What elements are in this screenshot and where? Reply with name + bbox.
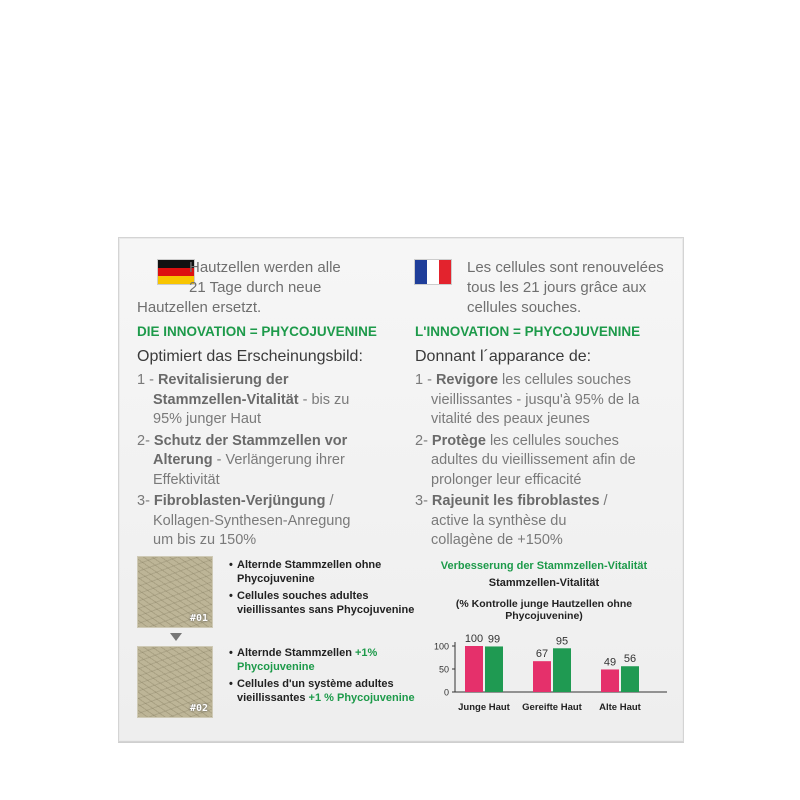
note-text: vieillissantes sans Phycojuvenine: [237, 604, 415, 616]
bar: [601, 669, 619, 692]
sample-notes: [229, 646, 415, 705]
french-intro-line: Les cellules sont renouvelées: [467, 259, 664, 276]
chart-subtitle: (% Kontrolle junge Hautzellen ohne Phycojuvenine): [455, 598, 633, 622]
item-text: Effektivität: [153, 471, 220, 488]
microscope-image: [137, 646, 213, 718]
german-intro: [137, 258, 377, 318]
french-flag-icon: [415, 260, 451, 284]
item-text: vieillissantes - jusqu'à 95% de la: [431, 391, 640, 408]
french-intro: [467, 258, 677, 318]
item-bold: Fibroblasten-Verjüngung: [153, 493, 326, 509]
data-label: 100: [464, 633, 484, 645]
item-text: /: [599, 493, 608, 509]
data-label: 95: [555, 635, 569, 648]
note-highlight: +1%: [354, 647, 378, 659]
bar: [465, 646, 483, 692]
note-text: Phycojuvenine: [237, 573, 315, 585]
list-item: [137, 371, 387, 430]
note-item: • Alternde Stammzellen +1% Phycojuvenine: [229, 647, 378, 673]
note-text: vieillissantes: [237, 692, 309, 704]
info-panel: [118, 237, 684, 742]
item-number: 2-: [415, 432, 432, 449]
note-text: Cellules souches adultes: [237, 590, 369, 602]
data-label: 56: [623, 653, 637, 666]
item-text: /: [325, 493, 334, 509]
list-item: [415, 492, 665, 551]
item-text: um bis zu 150%: [153, 532, 257, 548]
item-text: collagène de +150%: [431, 532, 563, 548]
note-text: Alternde Stammzellen ohne: [237, 559, 382, 571]
note-item: • Cellules souches adultes vieillissantes sans Phycojuvenine: [229, 590, 415, 616]
bar: [533, 661, 551, 692]
item-text: active la synthèse du: [431, 512, 567, 529]
german-heading: Optimiert das Erscheinungsbild:: [137, 348, 363, 365]
x-tick-label: Gereifte Haut: [522, 702, 582, 713]
data-label: 99: [487, 633, 501, 646]
french-heading: Donnant l´apparance de:: [415, 348, 592, 365]
item-number: 1 -: [137, 372, 158, 388]
chart-title: Stammzellen-Vitalität: [488, 577, 600, 589]
arrow-down-icon: [170, 633, 182, 641]
sample-notes: [229, 558, 414, 617]
item-bold: Revigore: [435, 372, 499, 388]
french-intro-line: tous les 21 jours grâce aux: [467, 279, 647, 296]
y-tick-label: 100: [433, 641, 449, 652]
list-item: [415, 432, 665, 491]
note-item: • Alternde Stammzellen ohne Phycojuvenine: [229, 559, 382, 585]
item-number: 3-: [415, 493, 432, 509]
y-tick-label: 50: [438, 664, 449, 675]
german-benefits-list: [137, 371, 387, 553]
item-text: adultes du vieillissement afin de: [431, 452, 636, 468]
list-item: [137, 432, 387, 491]
bar: [485, 646, 503, 692]
item-number: 3-: [137, 493, 154, 509]
french-innovation-title: L'INNOVATION = PHYCOJUVENINE: [415, 324, 641, 339]
item-bold: Revitalisierung der: [157, 372, 289, 388]
note-highlight: +1 % Phycojuvenine: [308, 692, 415, 704]
item-text: les cellules souches: [485, 432, 619, 449]
list-item: [137, 492, 387, 551]
note-text: Cellules d'un système adultes: [237, 678, 394, 690]
item-text: 95% junger Haut: [153, 411, 262, 427]
x-tick-label: Alte Haut: [599, 702, 641, 713]
german-intro-line: Hautzellen werden alle: [189, 259, 341, 276]
note-highlight: Phycojuvenine: [237, 661, 315, 673]
item-bold: Rajeunit les fibroblastes: [431, 493, 600, 509]
image-label: #02: [189, 703, 208, 714]
german-intro-line: Hautzellen ersetzt.: [137, 299, 262, 316]
item-bold: Alterung: [153, 452, 213, 468]
vitality-bar-chart: [417, 620, 667, 730]
note-item: • Cellules d'un système adultes vieillissantes +1 % Phycojuvenine: [229, 678, 415, 704]
item-bold: Stammzellen-Vitalität: [153, 391, 299, 408]
item-text: - Verlängerung ihrer: [212, 452, 345, 468]
data-label: 67: [535, 648, 549, 661]
data-label: 49: [603, 656, 617, 669]
item-text: - bis zu: [298, 391, 350, 408]
note-text: Alternde Stammzellen: [237, 647, 355, 659]
french-benefits-list: [415, 371, 665, 553]
german-innovation-title: DIE INNOVATION = PHYCOJUVENINE: [137, 324, 377, 339]
bar: [621, 666, 639, 692]
item-number: 1 -: [415, 372, 436, 388]
bar: [553, 648, 571, 692]
item-number: 2-: [137, 432, 154, 449]
item-text: les cellules souches: [498, 372, 632, 388]
german-intro-line: 21 Tage durch neue: [189, 279, 322, 296]
list-item: [415, 371, 665, 430]
item-text: prolonger leur efficacité: [431, 471, 582, 488]
item-bold: Schutz der Stammzellen vor: [153, 432, 348, 449]
item-bold: Protège: [431, 432, 486, 449]
chart-heading: Verbesserung der Stammzellen-Vitalität: [440, 560, 648, 572]
french-intro-line: cellules souches.: [467, 299, 582, 316]
x-tick-label: Junge Haut: [458, 702, 510, 713]
y-tick-label: 0: [443, 687, 449, 698]
item-text: vitalité des peaux jeunes: [431, 411, 590, 427]
microscope-image: [137, 556, 213, 628]
item-text: Kollagen-Synthesen-Anregung: [153, 512, 351, 529]
image-label: #01: [189, 613, 208, 624]
